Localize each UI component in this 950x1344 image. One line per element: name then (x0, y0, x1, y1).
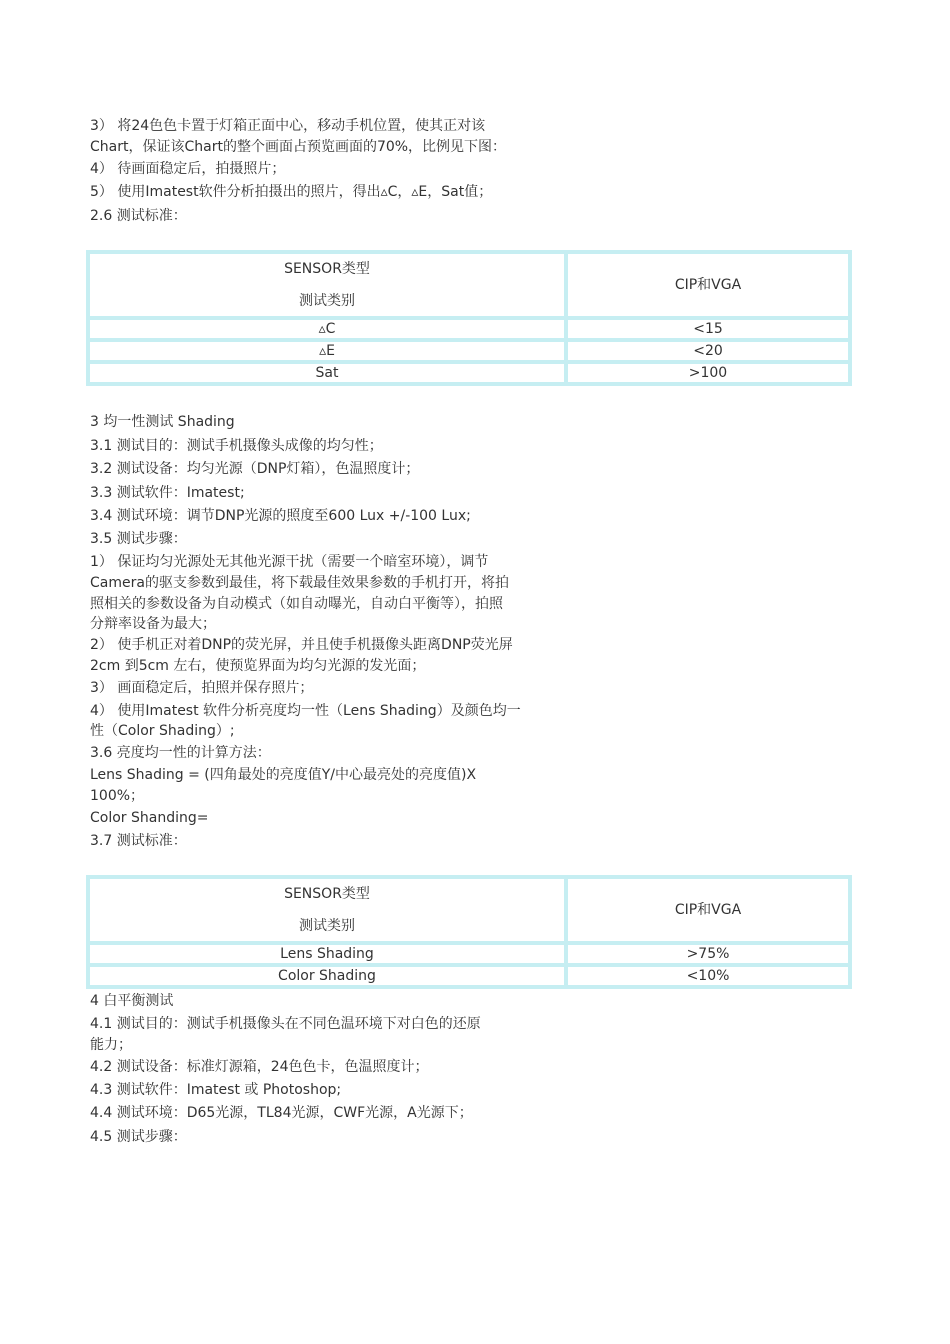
section-4-1-line-2: 能力； (90, 1037, 132, 1053)
table-header-left (88, 252, 566, 318)
section-3-1: 3.1 测试目的：测试手机摄像头成像的均匀性； (90, 438, 383, 454)
step-4-line: 4） 待画面稳定后，拍摄照片； (90, 161, 286, 177)
row-value: >100 (566, 362, 850, 384)
table-header-left (88, 877, 566, 943)
table-row (88, 362, 850, 384)
step-1-line-4: 分辩率设备为最大； (90, 616, 216, 632)
step-1-line-3: 照相关的参数设备为自动模式（如自动曝光，自动白平衡等），拍照 (90, 596, 503, 612)
header-sensor-type: SENSOR类型 (284, 886, 370, 902)
section-4-5: 4.5 测试步骤： (90, 1129, 187, 1145)
table-row (88, 318, 850, 340)
table-row (88, 965, 850, 987)
header-test-category: 测试类别 (299, 293, 355, 309)
section-3-6: 3.6 亮度均一性的计算方法： (90, 745, 271, 761)
row-value: <20 (566, 340, 850, 362)
section-4-1-line-1: 4.1 测试目的：测试手机摄像头在不同色温环境下对白色的还原 (90, 1016, 481, 1032)
step-1-line-2: Camera的驱支参数到最佳，将下载最佳效果参数的手机打开，将拍 (90, 575, 509, 591)
table-row (88, 340, 850, 362)
color-standard-table (86, 250, 852, 386)
section-4-4: 4.4 测试环境：D65光源，TL84光源，CWF光源，A光源下； (90, 1105, 473, 1121)
row-label: ▵C (88, 318, 566, 340)
header-test-category: 测试类别 (299, 918, 355, 934)
section-4-2: 4.2 测试设备：标准灯源箱，24色色卡，色温照度计； (90, 1059, 429, 1075)
section-3-heading: 3 均一性测试 Shading (90, 414, 235, 430)
step-5-line: 5） 使用Imatest软件分析拍摄出的照片，得出▵C，▵E，Sat值； (90, 184, 493, 200)
row-value: <15 (566, 318, 850, 340)
header-cip-vga: CIP和VGA (566, 252, 850, 318)
step-2-line-1: 2） 使手机正对着DNP的荧光屏，并且使手机摄像头距离DNP荧光屏 (90, 637, 513, 653)
step-3-line-2: Chart，保证该Chart的整个画面占预览画面的70%，比例见下图： (90, 139, 507, 155)
section-3-7: 3.7 测试标准： (90, 833, 187, 849)
step-4-line-1: 4） 使用Imatest 软件分析亮度均一性（Lens Shading）及颜色均一 (90, 703, 521, 719)
step-4-line-2: 性（Color Shading）; (90, 723, 235, 739)
row-label: ▵E (88, 340, 566, 362)
step-1-line-1: 1） 保证均匀光源处无其他光源干扰（需要一个暗室环境），调节 (90, 554, 489, 570)
row-label: Lens Shading (88, 943, 566, 965)
header-sensor-type: SENSOR类型 (284, 261, 370, 277)
row-value: >75% (566, 943, 850, 965)
formula-line-2: 100%； (90, 788, 145, 804)
row-label: Color Shading (88, 965, 566, 987)
section-3-5: 3.5 测试步骤： (90, 531, 187, 547)
step-3-line: 3） 画面稳定后，拍照并保存照片； (90, 680, 314, 696)
step-2-line-2: 2cm 到5cm 左右，使预览界面为均匀光源的发光面； (90, 658, 426, 674)
section-3-3: 3.3 测试软件：Imatest; (90, 485, 245, 501)
section-3-4: 3.4 测试环境：调节DNP光源的照度至600 Lux +/-100 Lux; (90, 508, 471, 524)
formula-color-shading: Color Shanding= (90, 810, 209, 826)
section-3-2: 3.2 测试设备：均匀光源（DNP灯箱），色温照度计； (90, 461, 420, 477)
section-2-6-heading: 2.6 测试标准： (90, 208, 187, 224)
step-3-line-1: 3） 将24色色卡置于灯箱正面中心，移动手机位置，使其正对该 (90, 118, 486, 134)
header-cip-vga: CIP和VGA (566, 877, 850, 943)
formula-line-1: Lens Shading = (四角最处的亮度值Y/中心最亮处的亮度值)X (90, 767, 477, 783)
row-value: <10% (566, 965, 850, 987)
row-label: Sat (88, 362, 566, 384)
shading-standard-table (86, 875, 852, 989)
table-row (88, 943, 850, 965)
section-4-heading: 4 白平衡测试 (90, 993, 174, 1009)
section-4-3: 4.3 测试软件：Imatest 或 Photoshop; (90, 1082, 342, 1098)
